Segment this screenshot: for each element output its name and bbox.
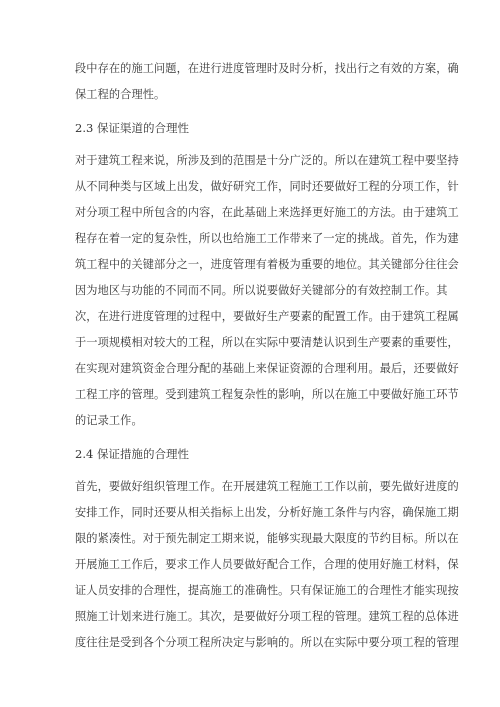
section-2-4-line: 安排工作，同时还要从相关指标上出发，分析好施工条件与内容，确保施工期 [75, 506, 459, 519]
section-2-3-line: 对分项工程中所包含的内容，在此基础上来选择更好施工的方法。由于建筑工 [75, 206, 459, 219]
section-2-4-line: 限的紧凑性。对于预先制定工期来说，能够实现最大限度的节约目标。所以在 [75, 532, 459, 545]
section-2-3-line: 次，在进行进度管理的过程中，要做好生产要素的配置工作。由于建筑工程属 [75, 310, 459, 323]
section-2-3-line: 从不同种类与区域上出发，做好研究工作，同时还要做好工程的分项工作，针 [75, 180, 459, 193]
section-2-4-line: 照施工计划来进行施工。其次，是要做好分项工程的管理。建筑工程的总体进 [75, 610, 459, 623]
intro-line-2: 保工程的合理性。 [75, 88, 166, 101]
section-2-3-line: 的记录工作。 [75, 414, 143, 427]
section-2-3-line: 在实现对建筑资金合理分配的基础上来保证资源的合理利用。最后，还要做好 [75, 362, 459, 375]
section-2-3-line: 对于建筑工程来说，所涉及到的范围是十分广泛的。所以在建筑工程中要坚持 [75, 154, 459, 167]
section-2-4-line: 首先，要做好组织管理工作。在开展建筑工程施工工作以前，要先做好进度的 [75, 480, 459, 493]
section-heading-2-4: 2.4 保证措施的合理性 [75, 447, 189, 461]
section-2-4-line: 度往往是受到各个分项工程所决定与影响的。所以在实际中要分项工程的管理 [75, 636, 459, 649]
section-2-3-line: 筑工程中的关键部分之一，进度管理有着极为重要的地位。其关键部分往往会 [75, 258, 459, 271]
section-2-3-line: 因为地区与功能的不同而不同。所以说要做好关键部分的有效控制工作。其 [75, 284, 448, 297]
section-2-4-line: 开展施工工作后，要求工作人员要做好配合工作，合理的使用好施工材料，保 [75, 558, 459, 571]
section-2-4-line: 证人员安排的合理性，提高施工的准确性。只有保证施工的合理性才能实现按 [75, 584, 459, 597]
section-2-3-line: 于一项规模相对较大的工程，所以在实际中要清楚认识到生产要素的重要性， [75, 336, 459, 349]
section-2-3-line: 工程工序的管理。受到建筑工程复杂性的影响，所以在施工中要做好施工环节 [75, 388, 459, 401]
section-2-3-line: 程存在着一定的复杂性，所以也给施工工作带来了一定的挑战。首先，作为建 [75, 232, 459, 245]
section-heading-2-3: 2.3 保证渠道的合理性 [75, 121, 189, 135]
intro-line-1: 段中存在的施工问题，在进行进度管理时及时分析，找出行之有效的方案，确 [75, 62, 459, 75]
